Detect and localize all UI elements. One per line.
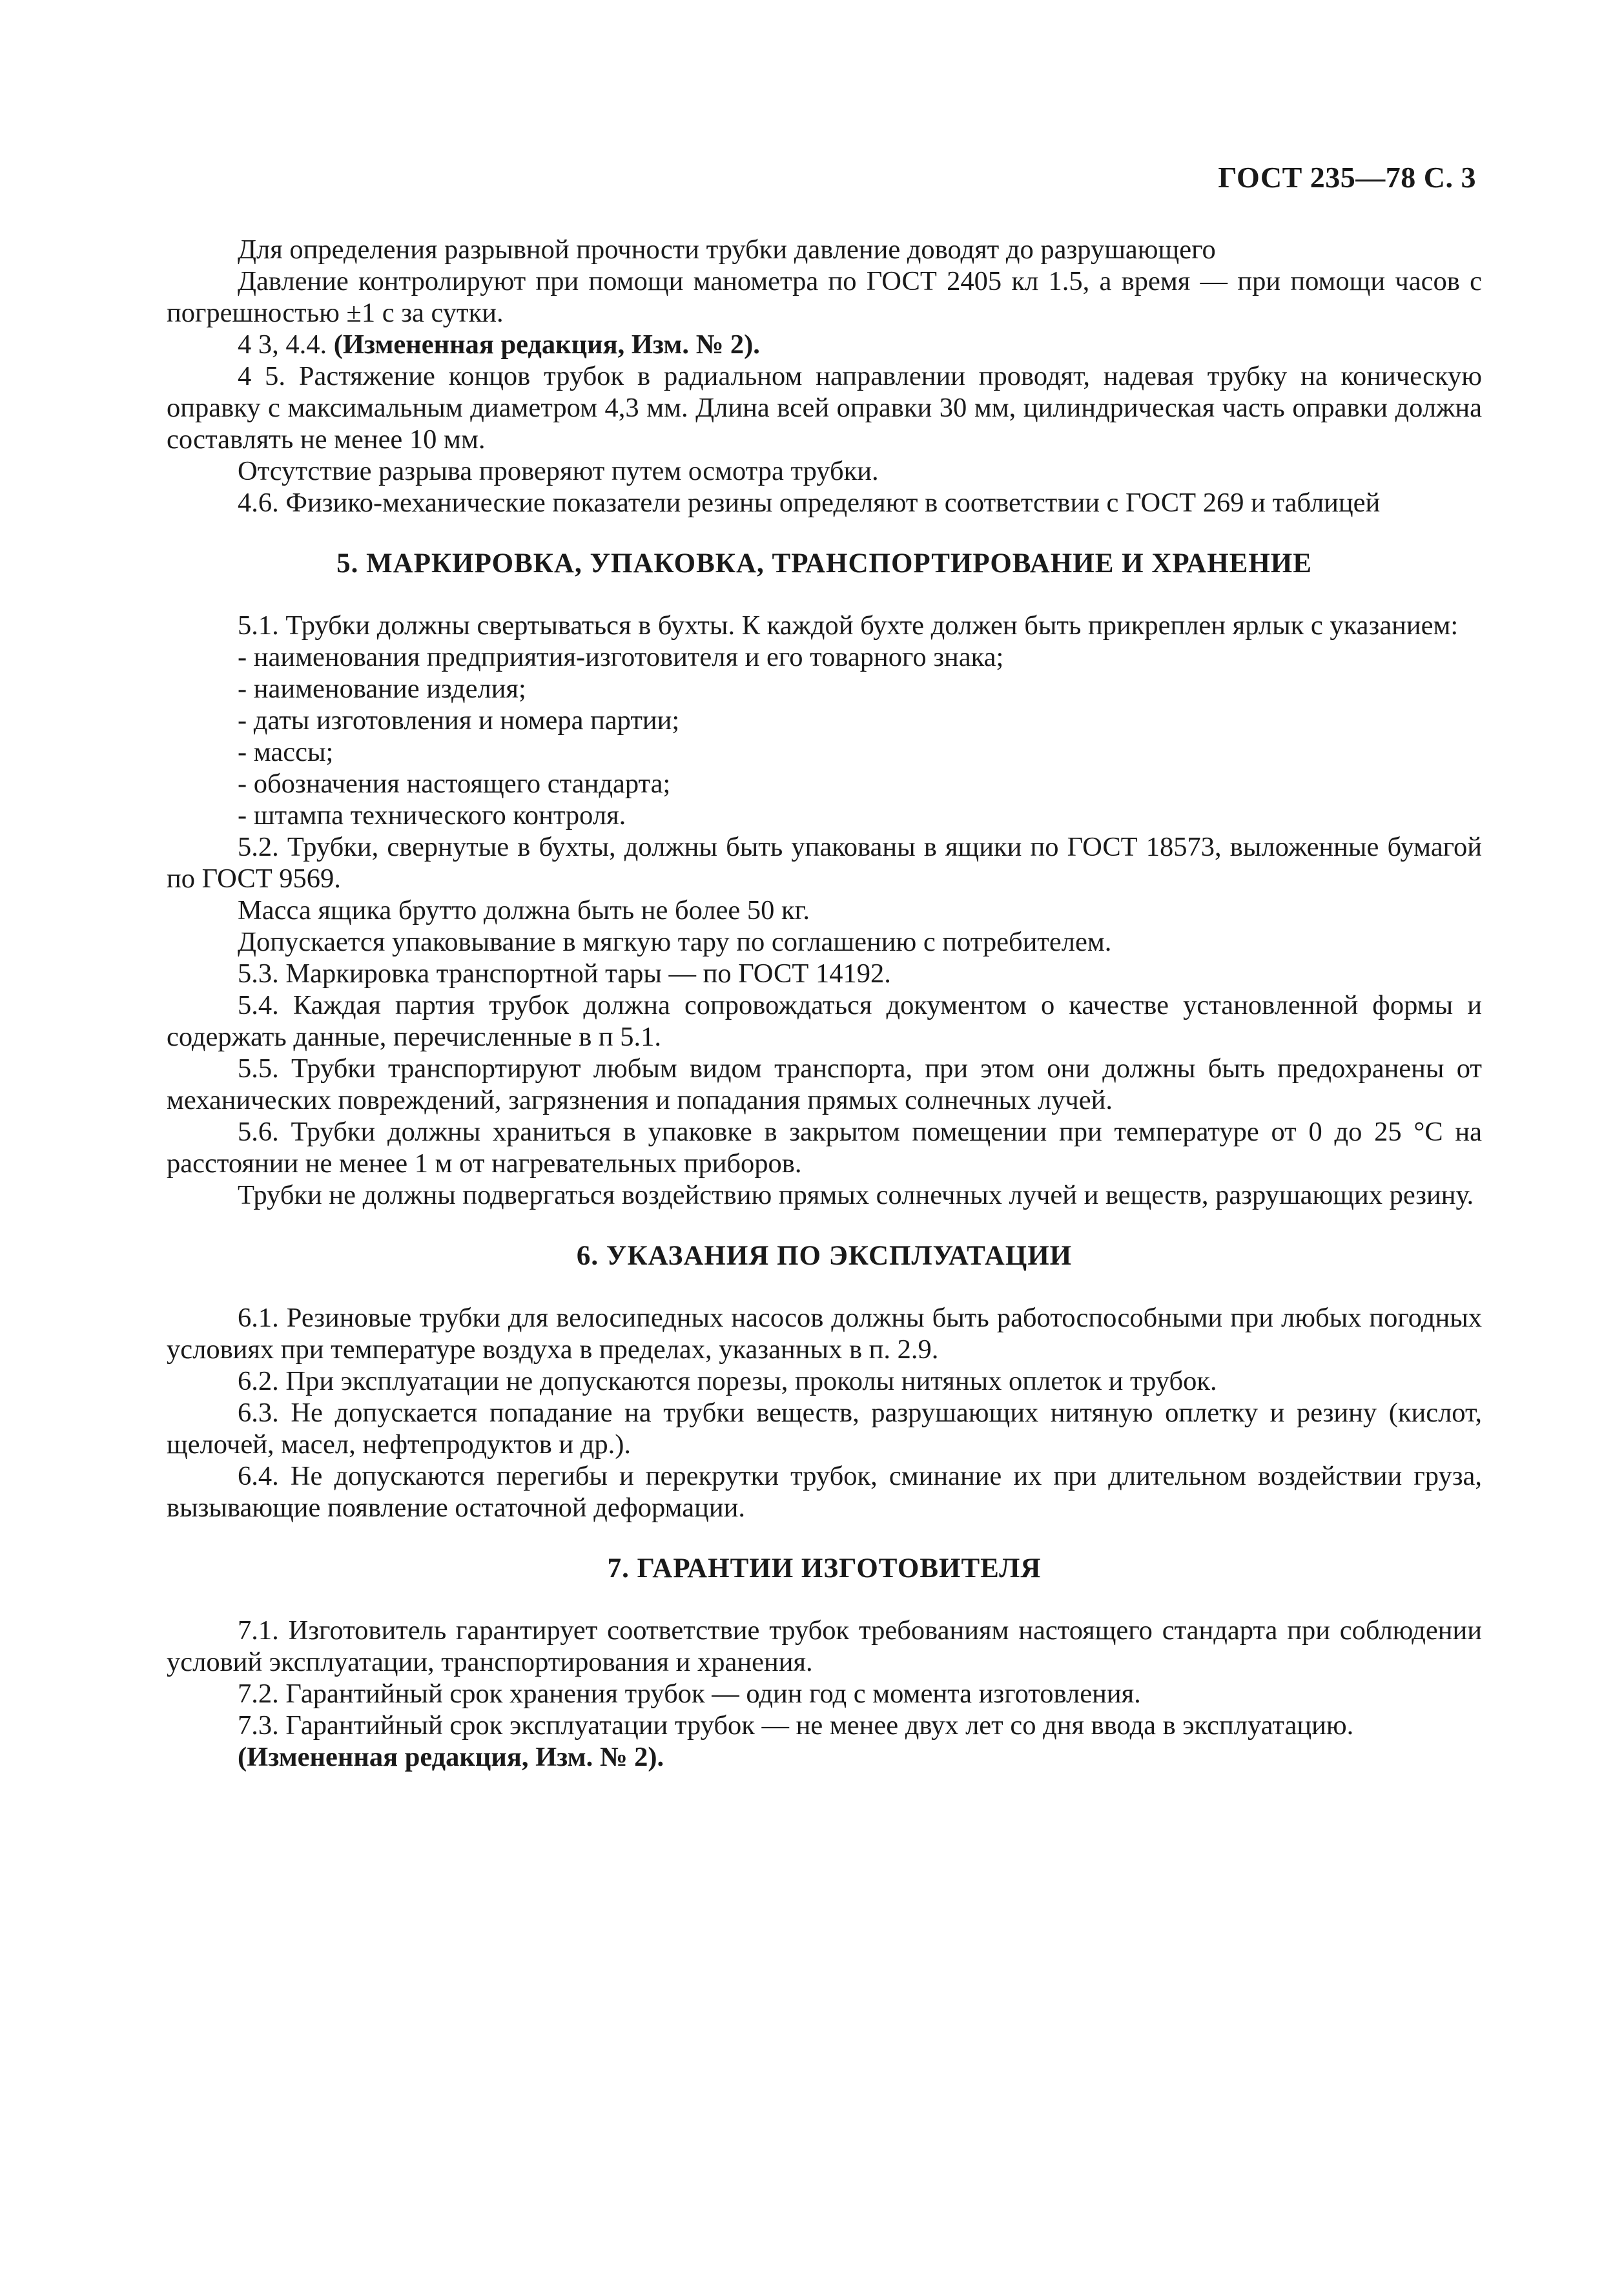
paragraph — [167, 329, 1482, 360]
amendment-note: (Измененная редакция, Изм. № 2). — [333, 329, 760, 360]
section-heading: 6. УКАЗАНИЯ ПО ЭКСПЛУАТАЦИИ — [576, 1241, 1073, 1271]
list-item: - наименования предприятия-изготовителя и его товарного знака; — [238, 642, 1004, 672]
paragraph: 5.6. Трубки должны храниться в упаковке в закрытом помещении при температуре от 0 до 25 °С на расстоянии не менее 1 м от нагревательных приборов. — [167, 1117, 1482, 1179]
paragraph: 6.4. Не допускаются перегибы и перекрутки трубок, сминание их при длительном воздействии груза, вызывающие появление остаточной деформации. — [167, 1461, 1482, 1523]
paragraph: 6.2. При эксплуатации не допускаются порезы, проколы нитяных оплеток и трубок. — [238, 1366, 1217, 1396]
paragraph: Для определения разрывной прочности трубки давление доводят до разрушающего — [238, 234, 1216, 265]
section-heading: 5. МАРКИРОВКА, УПАКОВКА, ТРАНСПОРТИРОВАНИЕ И ХРАНЕНИЕ — [336, 548, 1312, 579]
amendment-note: (Измененная редакция, Изм. № 2). — [238, 1742, 664, 1772]
paragraph: 5.5. Трубки транспортируют любым видом транспорта, при этом они должны быть предохранены от механических повреждений, загрязнения и попадания прямых солнечных лучей. — [167, 1053, 1482, 1115]
list-item: - обозначения настоящего стандарта; — [238, 769, 671, 799]
paragraph: 4 5. Растяжение концов трубок в радиальном направлении проводят, надевая трубку на коническую оправку с максимальным диаметром 4,3 мм. Длина всей оправки 30 мм, цилиндрическая часть оправки должна составлять не менее 10 мм. — [167, 361, 1482, 455]
paragraph: Трубки не должны подвергаться воздействию прямых солнечных лучей и веществ, разрушающих резину. — [238, 1180, 1474, 1210]
paragraph: 6.3. Не допускается попадание на трубки веществ, разрушающих нитяную оплетку и резину (кислот, щелочей, масел, нефтепродуктов и др.). — [167, 1398, 1482, 1460]
paragraph: 4.6. Физико-механические показатели резины определяют в соответствии с ГОСТ 269 и таблицей — [238, 488, 1381, 518]
list-item: - штампа технического контроля. — [238, 800, 626, 831]
paragraph: 5.1. Трубки должны свертываться в бухты. К каждой бухте должен быть прикреплен ярлык с указанием: — [238, 610, 1459, 641]
paragraph: Допускается упаковывание в мягкую тару по соглашению с потребителем. — [238, 927, 1112, 957]
paragraph: 7.3. Гарантийный срок эксплуатации трубок — не менее двух лет со дня ввода в эксплуатацию. — [238, 1710, 1354, 1741]
paragraph: 5.3. Маркировка транспортной тары — по ГОСТ 14192. — [238, 958, 891, 989]
paragraph: 6.1. Резиновые трубки для велосипедных насосов должны быть работоспособными при любых погодных условиях при температуре воздуха в пределах, указанных в п. 2.9. — [167, 1303, 1482, 1365]
list-item: - даты изготовления и номера партии; — [238, 705, 680, 736]
paragraph: 5.2. Трубки, свернутые в бухты, должны быть упакованы в ящики по ГОСТ 18573, выложенные бумагой по ГОСТ 9569. — [167, 832, 1482, 894]
list-item: - наименование изделия; — [238, 674, 526, 704]
paragraph: Давление контролируют при помощи манометра по ГОСТ 2405 кл 1.5, а время — при помощи часов с погрешностью ±1 с за сутки. — [167, 266, 1482, 328]
paragraph: 7.1. Изготовитель гарантирует соответствие трубок требованиям настоящего стандарта при соблюдении условий эксплуатации, транспортирования и хранения. — [167, 1615, 1482, 1677]
paragraph: Отсутствие разрыва проверяют путем осмотра трубки. — [238, 456, 879, 486]
section-heading: 7. ГАРАНТИИ ИЗГОТОВИТЕЛЯ — [607, 1553, 1042, 1584]
clause-number: 4 3, 4.4. — [238, 329, 334, 360]
paragraph: 5.4. Каждая партия трубок должна сопровождаться документом о качестве установленной формы и содержать данные, перечисленные в п 5.1. — [167, 990, 1482, 1052]
page-header: ГОСТ 235—78 С. 3 — [1218, 161, 1476, 194]
marking-list — [167, 641, 1482, 831]
paragraph: 7.2. Гарантийный срок хранения трубок — один год с момента изготовления. — [238, 1679, 1141, 1709]
page-content — [167, 234, 1482, 1773]
paragraph: Масса ящика брутто должна быть не более 50 кг. — [238, 895, 810, 926]
list-item: - массы; — [238, 737, 334, 767]
